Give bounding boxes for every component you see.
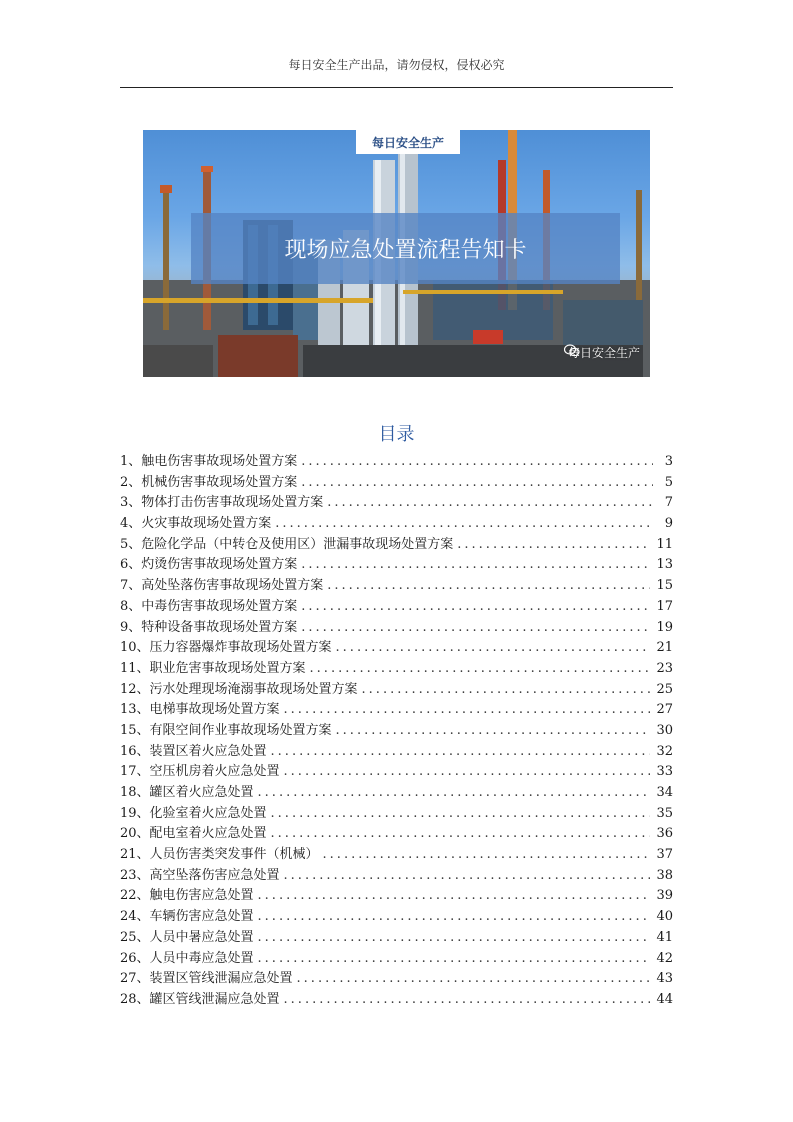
toc-entry[interactable] xyxy=(120,845,673,866)
toc-entry-title: 20、配电室着火应急处置 xyxy=(120,826,267,842)
toc-entry-page-number: 23 xyxy=(656,660,673,676)
toc-entry-title: 27、装置区管线泄漏应急处置 xyxy=(120,971,293,987)
header-copyright-note: 每日安全生产出品，请勿侵权，侵权必究 xyxy=(288,58,505,72)
toc-entry[interactable] xyxy=(120,576,673,597)
toc-entry[interactable] xyxy=(120,969,673,990)
toc-entry-page-number: 38 xyxy=(656,867,673,883)
toc-entry-page-number: 36 xyxy=(656,826,673,842)
toc-leader-dots xyxy=(258,928,651,949)
toc-leader-dots xyxy=(258,949,651,970)
toc-leader-dots xyxy=(258,907,651,928)
toc-entry-page-number: 37 xyxy=(656,847,673,863)
toc-entry-page-number: 7 xyxy=(664,495,673,511)
toc-leader-dots xyxy=(258,783,651,804)
toc-leader-dots xyxy=(297,969,651,990)
toc-leader-dots xyxy=(258,886,651,907)
banner-watermark xyxy=(564,344,640,361)
toc-entry-title: 1、触电伤害事故现场处置方案 xyxy=(120,454,298,469)
toc-leader-dots xyxy=(301,618,650,639)
toc-entry-title: 11、职业危害事故现场处置方案 xyxy=(120,660,306,676)
toc-entry-title: 12、污水处理现场淹溺事故现场处置方案 xyxy=(120,681,358,697)
toc-entry-title: 8、中毒伤害事故现场处置方案 xyxy=(120,598,298,614)
cover-banner-image xyxy=(143,130,650,377)
toc-entry-page-number: 17 xyxy=(656,598,673,614)
toc-entry-page-number: 42 xyxy=(656,950,673,966)
toc-entry[interactable] xyxy=(120,700,673,721)
header-divider xyxy=(120,87,673,88)
toc-entry[interactable] xyxy=(120,638,673,659)
toc-leader-dots xyxy=(301,555,650,576)
toc-entry-page-number: 39 xyxy=(656,888,673,904)
toc-entry-page-number: 5 xyxy=(664,474,673,490)
toc-entry-page-number: 19 xyxy=(656,619,673,635)
toc-title: 目录 xyxy=(378,424,415,445)
toc-entry-title: 18、罐区着火应急处置 xyxy=(120,785,254,800)
toc-entry[interactable] xyxy=(120,659,673,680)
toc-entry[interactable] xyxy=(120,762,673,783)
toc-entry[interactable] xyxy=(120,473,673,494)
toc-entry-title: 23、高空坠落伤害应急处置 xyxy=(120,867,280,883)
toc-entry[interactable] xyxy=(120,866,673,887)
toc-entry-page-number: 43 xyxy=(656,971,673,987)
toc-leader-dots xyxy=(301,597,650,618)
toc-leader-dots xyxy=(271,742,651,763)
toc-entry[interactable] xyxy=(120,618,673,639)
toc-entry-title: 22、触电伤害应急处置 xyxy=(120,888,254,904)
toc-entry[interactable] xyxy=(120,928,673,949)
toc-entry[interactable] xyxy=(120,990,673,1011)
toc-entry[interactable] xyxy=(120,949,673,970)
toc-entry-title: 26、人员中毒应急处置 xyxy=(120,950,254,966)
toc-entry-title: 6、灼烫伤害事故现场处置方案 xyxy=(120,557,298,573)
toc-entry-page-number: 34 xyxy=(656,785,673,800)
toc-leader-dots xyxy=(457,535,650,556)
toc-entry-page-number: 11 xyxy=(656,536,673,552)
toc-entry-title: 25、人员中暑应急处置 xyxy=(120,929,254,945)
banner-brand-tag: 每日安全生产 xyxy=(356,130,460,154)
toc-entry-page-number: 15 xyxy=(656,578,673,594)
toc-entry-page-number: 40 xyxy=(656,909,673,925)
toc-entry-page-number: 35 xyxy=(656,805,673,821)
toc-entry-title: 16、装置区着火应急处置 xyxy=(120,743,267,759)
toc-entry-page-number: 32 xyxy=(656,743,673,759)
toc-leader-dots xyxy=(284,700,651,721)
toc-entry-title: 5、危险化学品（中转仓及使用区）泄漏事故现场处置方案 xyxy=(120,536,454,552)
toc-entry-page-number: 9 xyxy=(664,516,673,532)
toc-entry-page-number: 30 xyxy=(656,722,673,738)
toc-entry-title: 4、火灾事故现场处置方案 xyxy=(120,516,272,532)
toc-entry[interactable] xyxy=(120,824,673,845)
toc-entry[interactable] xyxy=(120,514,673,535)
toc-leader-dots xyxy=(284,866,651,887)
toc-entry-page-number: 33 xyxy=(656,764,673,780)
toc-leader-dots xyxy=(301,452,653,473)
toc-entry-page-number: 25 xyxy=(656,681,673,697)
toc-entry-title: 3、物体打击伤害事故现场处置方案 xyxy=(120,495,324,511)
toc-entry[interactable] xyxy=(120,535,673,556)
toc-entry-title: 19、化验室着火应急处置 xyxy=(120,805,267,821)
toc-leader-dots xyxy=(284,762,651,783)
toc-leader-dots xyxy=(362,680,651,701)
toc-entry-title: 9、特种设备事故现场处置方案 xyxy=(120,619,298,635)
toc-leader-dots xyxy=(323,845,651,866)
toc-entry-page-number: 41 xyxy=(656,929,673,945)
toc-entry-title: 24、车辆伤害应急处置 xyxy=(120,909,254,925)
toc-entry-page-number: 21 xyxy=(656,640,673,656)
toc-entry-title: 21、人员伤害类突发事件（机械） xyxy=(120,847,319,863)
toc-entry-page-number: 13 xyxy=(656,557,673,573)
toc-entry[interactable] xyxy=(120,907,673,928)
toc-entry-title: 13、电梯事故现场处置方案 xyxy=(120,702,280,718)
toc-leader-dots xyxy=(271,804,651,825)
table-of-contents xyxy=(120,452,673,1011)
toc-entry[interactable] xyxy=(120,555,673,576)
toc-entry-title: 17、空压机房着火应急处置 xyxy=(120,764,280,780)
toc-entry-page-number: 44 xyxy=(656,991,673,1007)
toc-leader-dots xyxy=(336,638,651,659)
toc-entry-title: 10、压力容器爆炸事故现场处置方案 xyxy=(120,640,332,656)
banner-title: 现场应急处置流程告知卡 xyxy=(191,213,620,284)
toc-entry-title: 7、高处坠落伤害事故现场处置方案 xyxy=(120,578,324,594)
banner-watermark-text: 每日安全生产 xyxy=(567,346,640,360)
toc-leader-dots xyxy=(327,493,653,514)
toc-leader-dots xyxy=(310,659,651,680)
toc-entry[interactable] xyxy=(120,493,673,514)
toc-entry-page-number: 3 xyxy=(664,454,673,469)
toc-leader-dots xyxy=(327,576,650,597)
toc-leader-dots xyxy=(284,990,651,1011)
toc-leader-dots xyxy=(301,473,653,494)
toc-entry[interactable] xyxy=(120,886,673,907)
toc-entry[interactable] xyxy=(120,721,673,742)
toc-entry-title: 2、机械伤害事故现场处置方案 xyxy=(120,474,298,490)
toc-entry[interactable] xyxy=(120,597,673,618)
toc-leader-dots xyxy=(271,824,651,845)
toc-entry[interactable] xyxy=(120,680,673,701)
toc-entry-page-number: 27 xyxy=(656,702,673,718)
toc-entry[interactable] xyxy=(120,804,673,825)
toc-entry-title: 28、罐区管线泄漏应急处置 xyxy=(120,991,280,1007)
toc-leader-dots xyxy=(275,514,653,535)
toc-leader-dots xyxy=(336,721,651,742)
toc-entry[interactable] xyxy=(120,452,673,473)
toc-entry[interactable] xyxy=(120,742,673,763)
toc-entry-title: 15、有限空间作业事故现场处置方案 xyxy=(120,722,332,738)
toc-entry[interactable] xyxy=(120,783,673,804)
